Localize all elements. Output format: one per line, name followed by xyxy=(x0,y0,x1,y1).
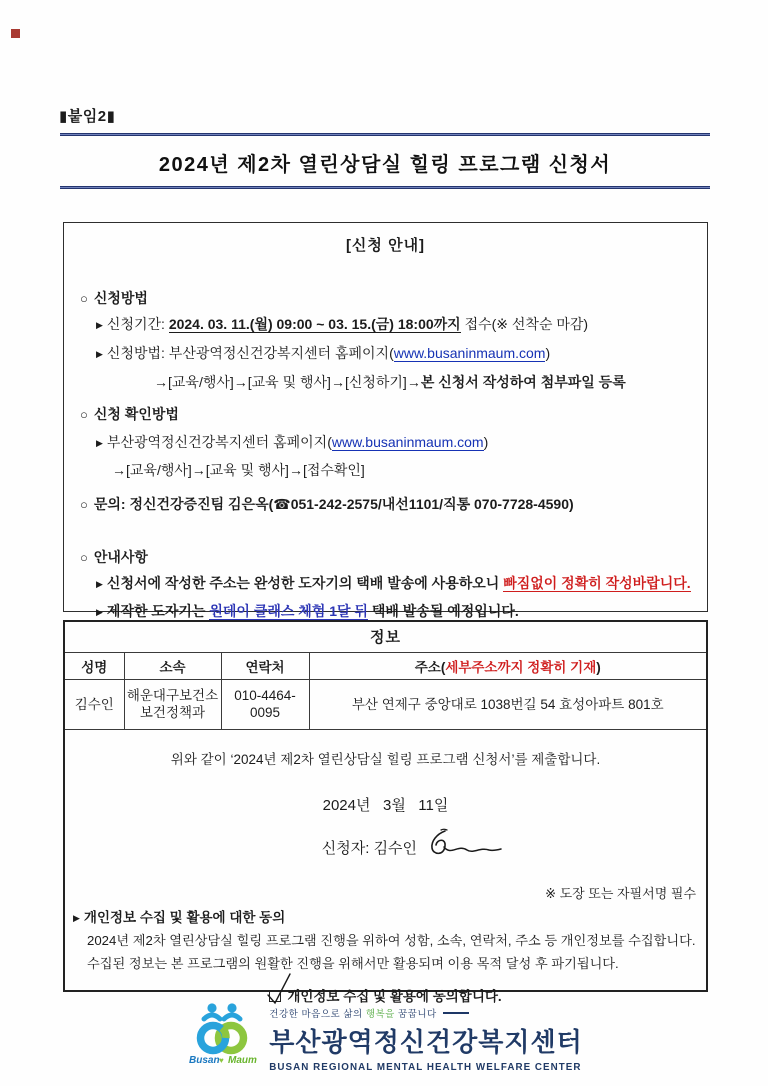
privacy-consent-heading: ▶ 개인정보 수집 및 활용에 대한 동의 xyxy=(73,909,286,925)
submission-statement: 위와 같이 ‘2024년 제2차 열린상담실 힐링 프로그램 신청서’를 제출합니다. xyxy=(170,751,601,767)
org-name-korean: 부산광역정신건강복지센터 xyxy=(269,1027,583,1057)
application-form-box xyxy=(63,620,708,1004)
org-logo-block xyxy=(185,1000,582,1073)
header-phone: 연락처 xyxy=(221,652,309,679)
svg-text:Busan: Busan xyxy=(189,1055,220,1066)
tagline-dash xyxy=(443,1012,469,1014)
info-table xyxy=(65,622,706,730)
application-guide-box xyxy=(63,222,708,619)
org-logo-icon xyxy=(185,1000,259,1068)
header-address: 주소(세부주소까지 정확히 기재) xyxy=(309,652,706,679)
contact-row xyxy=(78,494,693,515)
homepage-url-link: www.busaninmaum.com xyxy=(393,345,546,361)
period-value: 2024. 03. 11.(월) 09:00 ~ 03. 15.(금) 18:00까지 xyxy=(168,316,461,332)
homepage-url-link: www.busaninmaum.com xyxy=(331,434,484,450)
circle-bullet-icon: ○ xyxy=(80,291,88,306)
confirm-heading: 신청 확인방법 xyxy=(93,406,179,422)
apply-path-row xyxy=(78,372,693,393)
confirm-heading-row xyxy=(78,404,693,425)
table-header-row xyxy=(65,652,706,679)
org-tagline: 건강한 마음으로 삶의 행복을 꿈꿉니다 xyxy=(269,1006,582,1020)
svg-text:♥: ♥ xyxy=(219,1056,225,1065)
cell-address: 부산 연제구 중앙대로 1038번길 54 효성아파트 801호 xyxy=(309,679,706,729)
attachment-label: ▮붙임2▮ xyxy=(59,108,116,125)
apply-path-bold: 본 신청서 작성하여 첨부파일 등록 xyxy=(420,374,626,390)
confirm-site-row xyxy=(78,432,693,454)
circle-bullet-icon: ○ xyxy=(80,407,88,422)
circle-bullet-icon: ○ xyxy=(80,497,88,512)
apply-paren-close: ) xyxy=(545,345,551,361)
apply-row xyxy=(78,343,693,365)
notice-heading: 안내사항 xyxy=(93,549,148,565)
cell-name: 김수인 xyxy=(65,679,124,729)
notice2-blue-text: 원데이 클래스 체험 1달 뒤 xyxy=(209,603,368,619)
signer-line xyxy=(65,827,706,863)
method-heading: 신청방법 xyxy=(93,290,148,306)
header-address-red: 세부주소까지 정확히 기재 xyxy=(445,659,597,675)
circle-bullet-icon: ○ xyxy=(80,550,88,565)
consent-label: 개인정보 수집 및 활용에 동의합니다. xyxy=(287,988,502,1004)
tagline-green-word: 행복을 xyxy=(365,1009,395,1020)
signer-label: 신청자: 김수인 xyxy=(321,839,418,857)
confirm-path: →[교육/행사]→[교육 및 행사]→[접수확인] xyxy=(112,462,365,478)
notice1-text: 신청서에 작성한 주소는 완성한 도자기의 택배 발송에 사용하오니 xyxy=(106,575,504,591)
arrow-bullet-icon: ▶ xyxy=(96,349,103,359)
arrow-bullet-icon: ▶ xyxy=(96,438,103,448)
notice1-row xyxy=(78,573,693,595)
page-title: 2024년 제2차 열린상담실 힐링 프로그램 신청서 xyxy=(158,154,612,176)
cell-phone: 010-4464-0095 xyxy=(221,679,309,729)
period-label: 신청기간: xyxy=(106,316,169,332)
arrow-bullet-icon: ▶ xyxy=(96,579,103,589)
notice2-suffix: 택배 발송될 예정입니다. xyxy=(367,603,519,619)
privacy-line-2: 수집된 정보는 본 프로그램의 원활한 진행을 위해서만 활용되며 이용 목적 달성 후 파기됩니다. xyxy=(87,955,619,971)
cell-affiliation: 해운대구보건소 보건정책과 xyxy=(124,679,221,729)
notice1-red-text: 빠짐없이 정확히 작성바랍니다. xyxy=(503,575,691,591)
title-rule-bottom xyxy=(60,186,710,189)
confirm-prefix: 부산광역정신건강복지센터 홈페이지( xyxy=(106,434,332,450)
title-rule-top xyxy=(60,133,710,136)
table-row xyxy=(65,679,706,729)
header-name: 성명 xyxy=(65,652,124,679)
confirm-paren-close: ) xyxy=(483,434,489,450)
svg-text:Maum: Maum xyxy=(228,1055,258,1066)
footer xyxy=(0,1000,768,1073)
period-row xyxy=(78,314,693,336)
arrow-bullet-icon: ▶ xyxy=(96,320,103,330)
apply-prefix: 신청방법: 부산광역정신건강복지센터 홈페이지( xyxy=(106,345,394,361)
apply-path-prefix: →[교육/행사]→[교육 및 행사]→[신청하기]→ xyxy=(154,374,421,390)
handwritten-signature xyxy=(423,827,509,863)
contact-info: 문의: 정신건강증진팀 김은옥(☎051-242-2575/내선1101/직통 070-7728-4590) xyxy=(93,496,574,512)
submission-date: 2024년 3월 11일 xyxy=(322,796,449,814)
guide-heading: [신청 안내] xyxy=(345,237,426,254)
table-title: 정보 xyxy=(65,622,706,652)
scan-artifact-mark xyxy=(11,29,20,38)
privacy-line-1: 2024년 제2차 열린상담실 힐링 프로그램 진행을 위하여 성함, 소속, 연락처, 주소 등 개인정보를 수집합니다. xyxy=(87,932,696,948)
arrow-bullet-icon: ▶ xyxy=(96,607,103,617)
header-affiliation: 소속 xyxy=(124,652,221,679)
notice-heading-row xyxy=(78,547,693,568)
method-heading-row xyxy=(78,288,693,309)
notice2-text: 제작한 도자기는 xyxy=(106,603,210,619)
period-suffix: 접수(※ 선착순 마감) xyxy=(460,316,589,332)
seal-note: ※ 도장 또는 자필서명 필수 xyxy=(545,885,696,901)
confirm-path-row xyxy=(78,460,693,481)
org-name-english: BUSAN REGIONAL MENTAL HEALTH WELFARE CENTER xyxy=(269,1062,582,1073)
arrow-bullet-icon: ▶ xyxy=(73,912,80,923)
org-logo-text xyxy=(269,1000,582,1073)
